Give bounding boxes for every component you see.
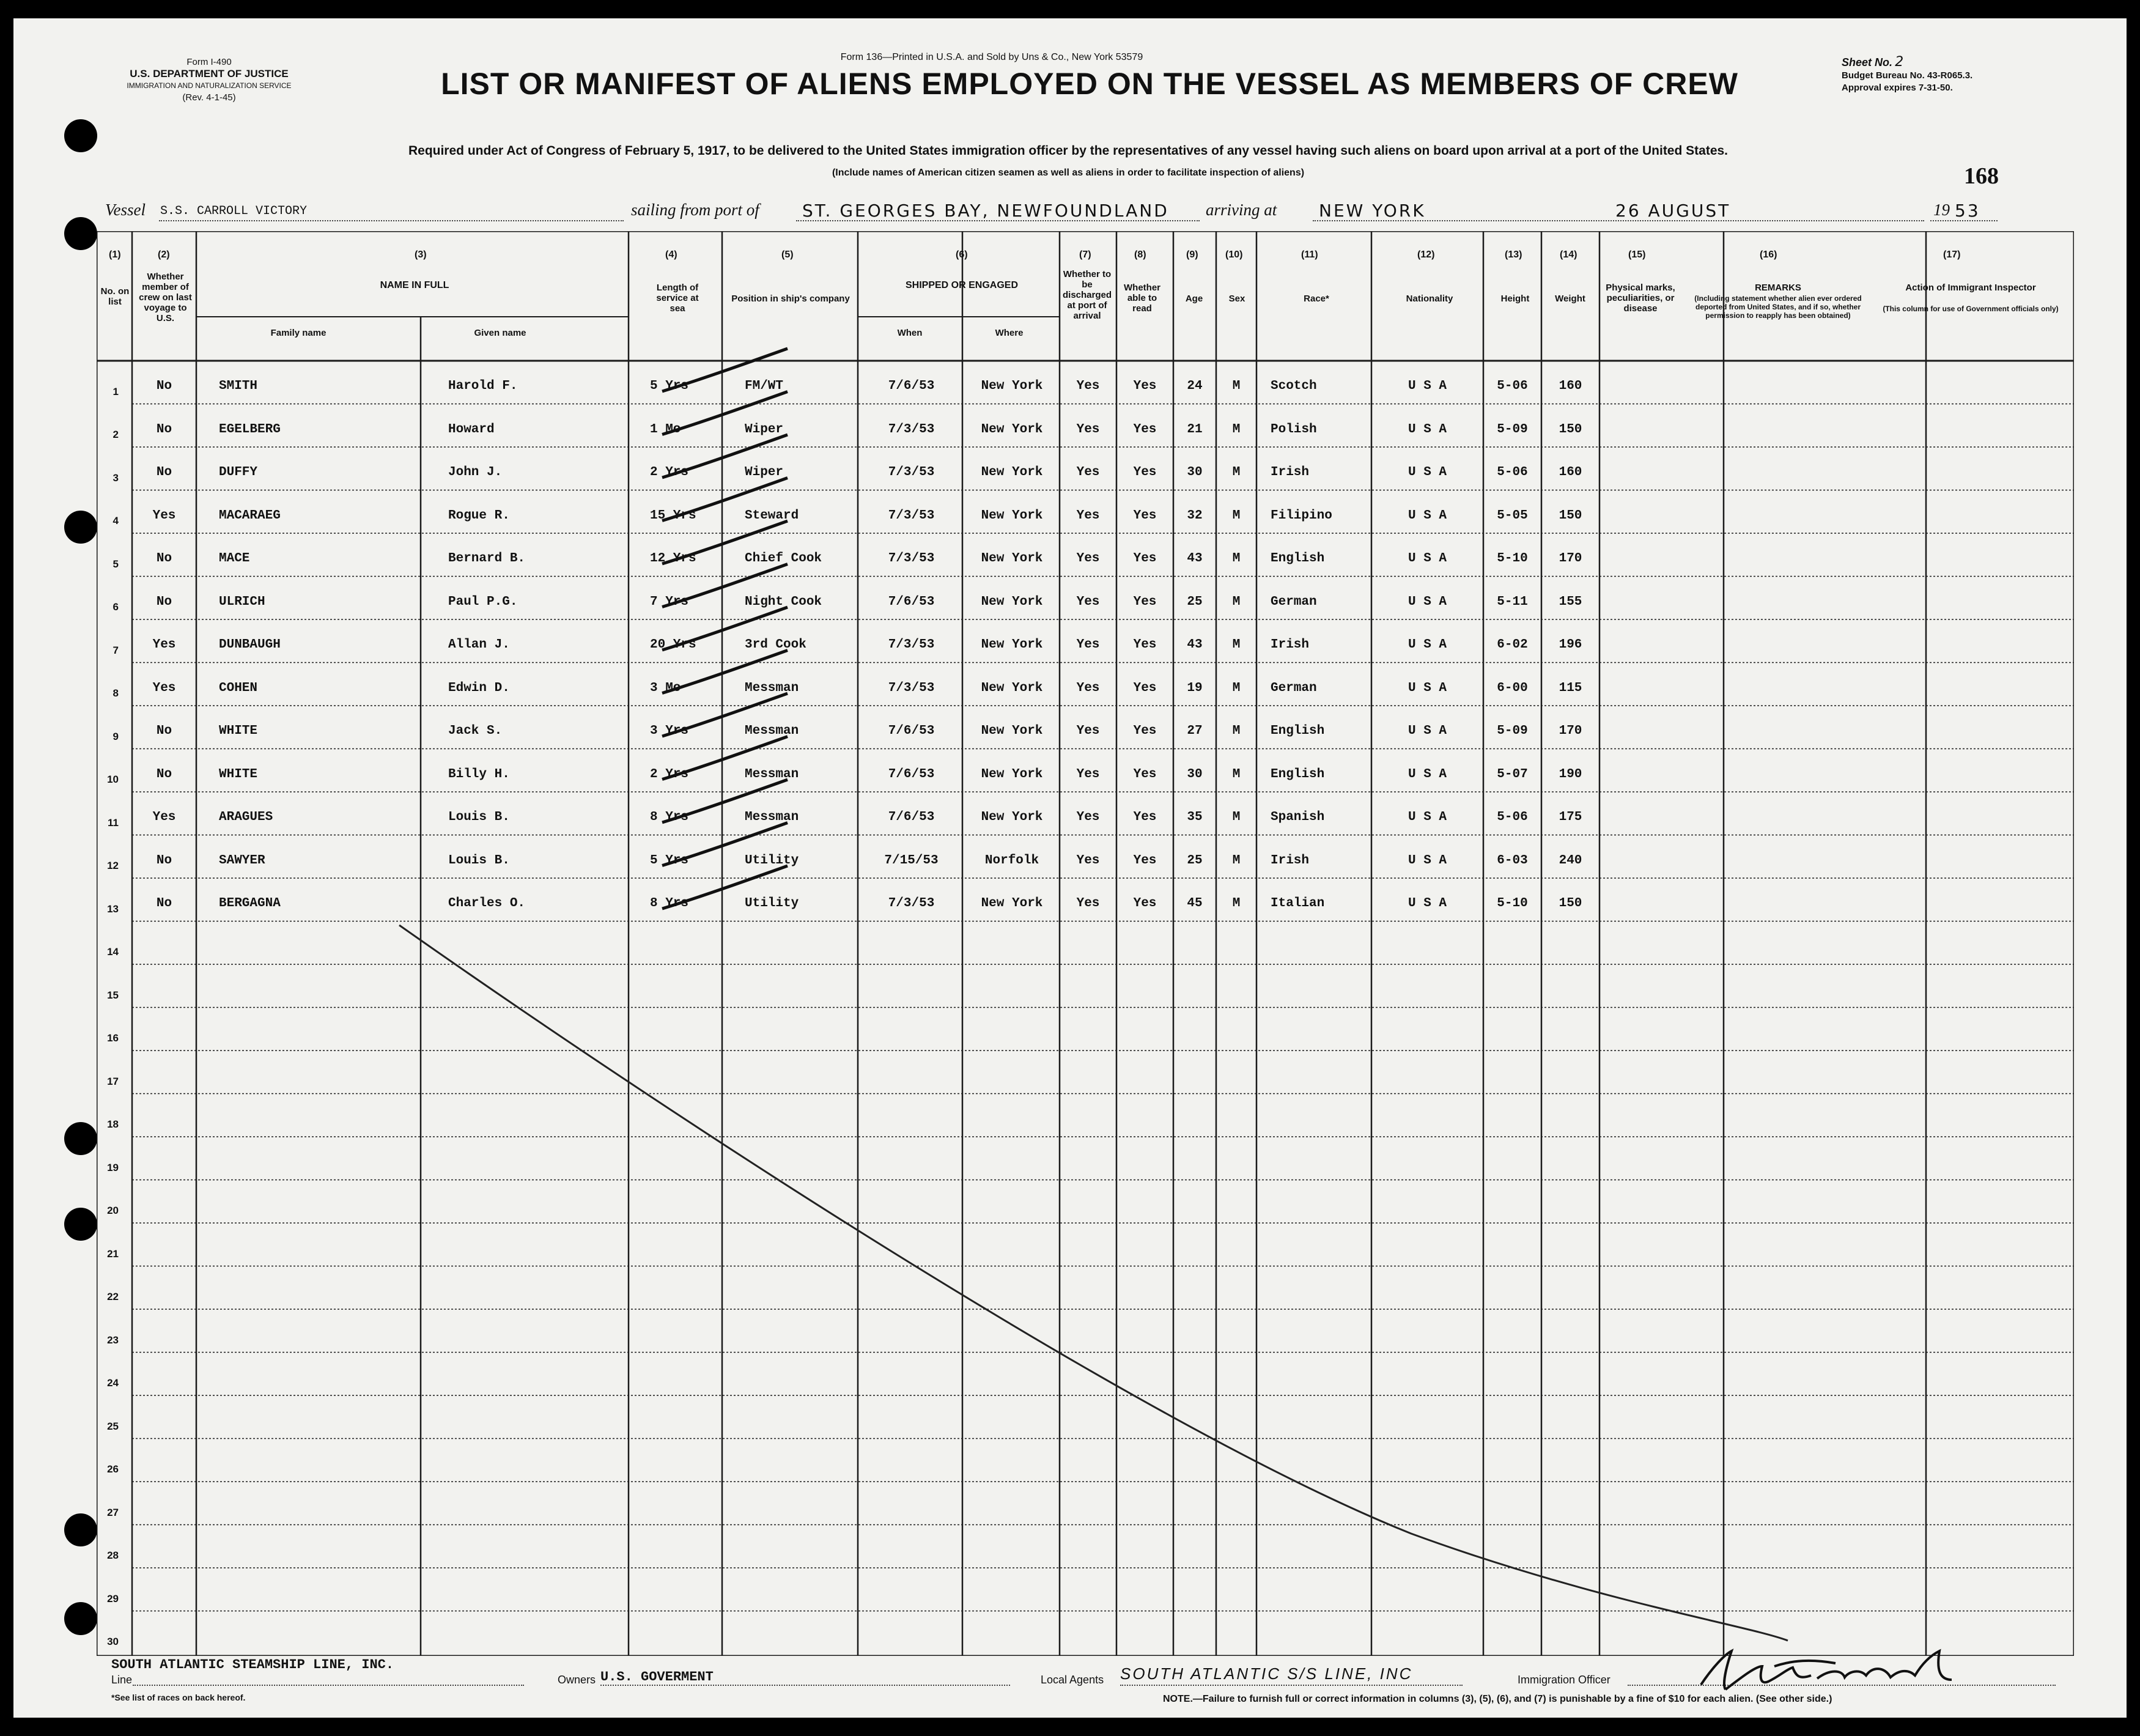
height-cell: 5-09 [1497, 422, 1528, 437]
arriving-at-label: arriving at [1206, 201, 1277, 219]
family-name-cell: COHEN [219, 681, 258, 695]
row-number: 10 [107, 774, 119, 785]
family-name-cell: WHITE [219, 724, 258, 738]
age-cell: 25 [1187, 594, 1203, 609]
height-cell: 5-10 [1497, 896, 1528, 910]
shipped-where-cell: New York [981, 379, 1043, 393]
page-number: 168 [1964, 163, 1999, 189]
discharged-cell: Yes [1076, 896, 1100, 910]
position-cell: Messman [745, 681, 799, 695]
row-number: 15 [107, 989, 119, 1001]
vessel-name: S.S. CARROLL VICTORY [160, 204, 308, 218]
col-number-5: (5) [781, 249, 794, 260]
col-header-discharged: Whether to be discharged at port of arrival [1062, 269, 1112, 321]
row-number: 7 [113, 644, 119, 656]
family-name-cell: DUNBAUGH [219, 638, 281, 652]
weight-cell: 170 [1559, 724, 1582, 738]
row-number: 17 [107, 1075, 119, 1087]
row-number: 27 [107, 1506, 119, 1518]
weight-cell: 190 [1559, 767, 1582, 781]
shipped-where-cell: New York [981, 896, 1043, 910]
age-cell: 45 [1187, 896, 1203, 910]
row-number: 13 [107, 903, 119, 915]
age-cell: 30 [1187, 465, 1203, 479]
shipped-where-cell: New York [981, 594, 1043, 609]
shipped-when-cell: 7/3/53 [888, 508, 935, 523]
position-cell: Steward [745, 508, 799, 523]
age-cell: 43 [1187, 638, 1203, 652]
race-cell: Irish [1271, 638, 1310, 652]
table-grid-lines [97, 231, 2074, 1656]
punch-hole [64, 217, 97, 250]
given-name-cell: Howard [448, 422, 495, 437]
row-number: 14 [107, 946, 119, 958]
col-header-inspector-action: Action of Immigrant Inspector [1905, 283, 2036, 293]
height-cell: 5-06 [1497, 810, 1528, 824]
position-cell: Chief Cook [745, 552, 822, 566]
col-number-10: (10) [1225, 249, 1243, 260]
row-number: 29 [107, 1592, 119, 1605]
family-name-cell: BERGAGNA [219, 896, 281, 910]
col-number-15: (15) [1628, 249, 1646, 260]
given-name-cell: Harold F. [448, 379, 518, 393]
nationality-cell: U S A [1408, 638, 1447, 652]
able-to-read-cell: Yes [1133, 724, 1157, 738]
row-number: 21 [107, 1247, 119, 1260]
weight-cell: 150 [1559, 896, 1582, 910]
col-header-where: Where [995, 328, 1024, 338]
crew-table [97, 231, 2074, 1656]
col-number-6: (6) [956, 249, 968, 260]
age-cell: 27 [1187, 724, 1203, 738]
last-voyage-cell: No [156, 379, 172, 393]
arrival-year: 53 [1955, 201, 1980, 221]
height-cell: 5-11 [1497, 594, 1528, 609]
given-name-cell: Billy H. [448, 767, 510, 781]
col-header-inspector-note: (This column for use of Government officials only) [1883, 305, 2059, 313]
col-header-race: Race* [1304, 294, 1329, 304]
age-cell: 43 [1187, 552, 1203, 566]
able-to-read-cell: Yes [1133, 896, 1157, 910]
height-cell: 5-05 [1497, 508, 1528, 523]
row-number: 20 [107, 1205, 119, 1216]
col-number-16: (16) [1760, 249, 1777, 260]
col-header-sex: Sex [1228, 294, 1245, 304]
sex-cell: M [1232, 465, 1241, 479]
row-number: 19 [107, 1161, 119, 1173]
service-length-cell: 1 Mo [650, 422, 681, 437]
given-name-cell: Louis B. [448, 853, 510, 868]
row-number: 12 [107, 860, 119, 871]
weight-cell: 155 [1559, 594, 1582, 609]
weight-cell: 150 [1559, 508, 1582, 523]
col-number-7: (7) [1079, 249, 1091, 260]
nationality-cell: U S A [1408, 552, 1447, 566]
row-number: 26 [107, 1463, 119, 1475]
family-name-cell: ULRICH [219, 594, 265, 609]
able-to-read-cell: Yes [1133, 465, 1157, 479]
discharged-cell: Yes [1076, 681, 1100, 695]
sheet-number-block: Sheet No. 2 Budget Bureau No. 43-R065.3. Approval expires 7-31-50. [1842, 54, 1973, 93]
race-cell: Irish [1271, 465, 1310, 479]
family-name-cell: MACARAEG [219, 508, 281, 523]
given-name-cell: Bernard B. [448, 552, 526, 566]
height-cell: 6-03 [1497, 853, 1528, 868]
service-length-cell: 15 Yrs [650, 508, 696, 523]
shipped-where-cell: New York [981, 465, 1043, 479]
sex-cell: M [1232, 422, 1241, 437]
last-voyage-cell: Yes [152, 681, 176, 695]
discharged-cell: Yes [1076, 853, 1100, 868]
col-number-4: (4) [665, 249, 677, 260]
given-name-cell: Rogue R. [448, 508, 510, 523]
race-cell: English [1271, 552, 1325, 566]
weight-cell: 175 [1559, 810, 1582, 824]
age-cell: 30 [1187, 767, 1203, 781]
row-number: 18 [107, 1118, 119, 1130]
row-number: 2 [113, 429, 119, 440]
family-name-cell: SMITH [219, 379, 258, 393]
race-cell: Italian [1271, 896, 1325, 910]
discharged-cell: Yes [1076, 594, 1100, 609]
position-cell: Utility [745, 896, 799, 910]
row-number: 16 [107, 1032, 119, 1044]
footer-owners: U.S. GOVERMENT [600, 1669, 714, 1685]
col-header-nationality: Nationality [1406, 294, 1453, 304]
position-cell: Wiper [745, 465, 784, 479]
col-header-position: Position in ship's company [731, 294, 850, 304]
family-name-cell: ARAGUES [219, 810, 273, 824]
vessel-label: Vessel [105, 201, 146, 219]
col-header-age: Age [1185, 294, 1203, 304]
able-to-read-cell: Yes [1133, 810, 1157, 824]
height-cell: 6-00 [1497, 681, 1528, 695]
row-number: 28 [107, 1549, 119, 1561]
race-cell: English [1271, 724, 1325, 738]
position-cell: 3rd Cook [745, 638, 806, 652]
shipped-where-cell: New York [981, 552, 1043, 566]
given-name-cell: Jack S. [448, 724, 503, 738]
last-voyage-cell: No [156, 853, 172, 868]
shipped-when-cell: 7/3/53 [888, 681, 935, 695]
sex-cell: M [1232, 379, 1241, 393]
able-to-read-cell: Yes [1133, 422, 1157, 437]
service-length-cell: 12 Yrs [650, 552, 696, 566]
shipped-when-cell: 7/6/53 [888, 767, 935, 781]
shipped-when-cell: 7/3/53 [888, 422, 935, 437]
able-to-read-cell: Yes [1133, 508, 1157, 523]
nationality-cell: U S A [1408, 896, 1447, 910]
footer-penalty-note: NOTE.—Failure to furnish full or correct information in columns (3), (5), (6), and (7) is punishable by a fine of $10 for each alien. (See other side.) [1163, 1694, 1832, 1704]
officer-signature [1689, 1642, 1982, 1700]
race-cell: English [1271, 767, 1325, 781]
footer-owners-label: Owners [558, 1674, 596, 1686]
position-cell: Messman [745, 724, 799, 738]
sex-cell: M [1232, 508, 1241, 523]
col-number-13: (13) [1505, 249, 1522, 260]
race-cell: Filipino [1271, 508, 1332, 523]
punch-hole [64, 119, 97, 152]
footer-line: SOUTH ATLANTIC STEAMSHIP LINE, INC. [111, 1657, 394, 1672]
legal-requirement-text: Required under Act of Congress of February 5, 1917, to be delivered to the United States immigration officer by the representatives of any vessel having such aliens on board upon arrival at a port of the United States. [408, 144, 1729, 158]
race-cell: Spanish [1271, 810, 1325, 824]
row-number: 22 [107, 1291, 119, 1302]
discharged-cell: Yes [1076, 422, 1100, 437]
weight-cell: 115 [1559, 681, 1582, 695]
manifest-sheet [13, 18, 2127, 1718]
discharged-cell: Yes [1076, 508, 1100, 523]
family-name-cell: DUFFY [219, 465, 258, 479]
sex-cell: M [1232, 594, 1241, 609]
shipped-when-cell: 7/6/53 [888, 810, 935, 824]
col-header-when: When [897, 328, 923, 338]
family-name-cell: SAWYER [219, 853, 265, 868]
race-cell: Irish [1271, 853, 1310, 868]
height-cell: 5-10 [1497, 552, 1528, 566]
shipped-where-cell: New York [981, 681, 1043, 695]
weight-cell: 160 [1559, 379, 1582, 393]
discharged-cell: Yes [1076, 638, 1100, 652]
footer-line-label: Line [111, 1674, 133, 1686]
height-cell: 5-07 [1497, 767, 1528, 781]
race-cell: Polish [1271, 422, 1317, 437]
able-to-read-cell: Yes [1133, 379, 1157, 393]
col-number-17: (17) [1943, 249, 1961, 260]
sex-cell: M [1232, 681, 1241, 695]
nationality-cell: U S A [1408, 767, 1447, 781]
shipped-where-cell: New York [981, 638, 1043, 652]
nationality-cell: U S A [1408, 810, 1447, 824]
col-header-able-to-read: Whether able to read [1124, 283, 1160, 314]
discharged-cell: Yes [1076, 465, 1100, 479]
position-cell: FM/WT [745, 379, 784, 393]
form-identifier: Form I-490 U.S. DEPARTMENT OF JUSTICE IMMIGRATION AND NATURALIZATION SERVICE (Rev. 4-1-45) [127, 57, 292, 103]
family-name-cell: MACE [219, 552, 250, 566]
shipped-when-cell: 7/3/53 [888, 638, 935, 652]
given-name-cell: Paul P.G. [448, 594, 518, 609]
able-to-read-cell: Yes [1133, 767, 1157, 781]
position-cell: Night Cook [745, 594, 822, 609]
sex-cell: M [1232, 853, 1241, 868]
age-cell: 25 [1187, 853, 1203, 868]
shipped-where-cell: New York [981, 422, 1043, 437]
able-to-read-cell: Yes [1133, 681, 1157, 695]
shipped-where-cell: Norfolk [984, 853, 1039, 868]
sex-cell: M [1232, 896, 1241, 910]
row-number: 9 [113, 730, 119, 742]
col-number-9: (9) [1186, 249, 1198, 260]
service-length-cell: 5 Yrs [650, 379, 689, 393]
nationality-cell: U S A [1408, 724, 1447, 738]
shipped-where-cell: New York [981, 810, 1043, 824]
last-voyage-cell: Yes [152, 508, 176, 523]
col-number-3: (3) [415, 249, 427, 260]
printer-imprint: Form 136—Printed in U.S.A. and Sold by Uns & Co., New York 53579 [840, 52, 1143, 62]
col-number-14: (14) [1560, 249, 1577, 260]
shipped-where-cell: New York [981, 724, 1043, 738]
row-number: 30 [107, 1636, 119, 1647]
last-voyage-cell: Yes [152, 810, 176, 824]
last-voyage-cell: No [156, 422, 172, 437]
able-to-read-cell: Yes [1133, 853, 1157, 868]
nationality-cell: U S A [1408, 422, 1447, 437]
punch-hole [64, 1602, 97, 1635]
discharged-cell: Yes [1076, 810, 1100, 824]
sailing-from-port: ST. GEORGES BAY, NEWFOUNDLAND [802, 201, 1169, 221]
row-number: 24 [107, 1377, 119, 1389]
row-number: 5 [113, 558, 119, 570]
given-name-cell: John J. [448, 465, 503, 479]
age-cell: 35 [1187, 810, 1203, 824]
family-name-cell: EGELBERG [219, 422, 281, 437]
col-header-remarks-note: (Including statement whether alien ever ordered deported from United States, and if so, whether permission to reapply has been obtained) [1694, 294, 1862, 320]
height-cell: 5-09 [1497, 724, 1528, 738]
col-number-2: (2) [158, 249, 170, 260]
row-number: 6 [113, 601, 119, 613]
age-cell: 19 [1187, 681, 1203, 695]
row-number: 11 [108, 816, 119, 829]
discharged-cell: Yes [1076, 552, 1100, 566]
year-prefix: 19 [1933, 201, 1950, 219]
sex-cell: M [1232, 724, 1241, 738]
col-number-8: (8) [1134, 249, 1146, 260]
nationality-cell: U S A [1408, 465, 1447, 479]
col-header-height: Height [1500, 294, 1530, 304]
family-name-cell: WHITE [219, 767, 258, 781]
weight-cell: 240 [1559, 853, 1582, 868]
weight-cell: 160 [1559, 465, 1582, 479]
document-title: LIST OR MANIFEST OF ALIENS EMPLOYED ON THE VESSEL AS MEMBERS OF CREW [441, 67, 1738, 101]
col-header-remarks: REMARKS [1755, 283, 1801, 293]
row-number: 4 [113, 515, 119, 526]
shipped-when-cell: 7/6/53 [888, 724, 935, 738]
col-header-no-on-list: No. on list [100, 286, 130, 307]
last-voyage-cell: No [156, 465, 172, 479]
able-to-read-cell: Yes [1133, 552, 1157, 566]
weight-cell: 150 [1559, 422, 1582, 437]
footer-officer-label: Immigration Officer [1518, 1674, 1611, 1686]
nationality-cell: U S A [1408, 379, 1447, 393]
service-length-cell: 7 Yrs [650, 594, 689, 609]
shipped-when-cell: 7/15/53 [884, 853, 939, 868]
sailing-from-label: sailing from port of [631, 201, 759, 219]
given-name-cell: Charles O. [448, 896, 526, 910]
discharged-cell: Yes [1076, 767, 1100, 781]
shipped-when-cell: 7/3/53 [888, 896, 935, 910]
sex-cell: M [1232, 638, 1241, 652]
service-length-cell: 2 Yrs [650, 465, 689, 479]
row-number: 23 [107, 1334, 119, 1346]
able-to-read-cell: Yes [1133, 594, 1157, 609]
age-cell: 21 [1187, 422, 1203, 437]
service-length-cell: 8 Yrs [650, 810, 689, 824]
race-cell: Scotch [1271, 379, 1317, 393]
shipped-where-cell: New York [981, 508, 1043, 523]
sex-cell: M [1232, 552, 1241, 566]
height-cell: 6-02 [1497, 638, 1528, 652]
shipped-when-cell: 7/3/53 [888, 552, 935, 566]
service-length-cell: 20 Yrs [650, 638, 696, 652]
service-length-cell: 3 Yrs [650, 724, 689, 738]
col-header-last-voyage: Whether member of crew on last voyage to U.S. [139, 271, 192, 323]
footer-agents-label: Local Agents [1041, 1674, 1104, 1686]
last-voyage-cell: No [156, 767, 172, 781]
nationality-cell: U S A [1408, 681, 1447, 695]
position-cell: Utility [745, 853, 799, 868]
footer-agents: SOUTH ATLANTIC S/S LINE, INC [1120, 1664, 1413, 1683]
service-length-cell: 2 Yrs [650, 767, 689, 781]
last-voyage-cell: No [156, 594, 172, 609]
col-header-weight: Weight [1555, 294, 1585, 304]
service-length-cell: 8 Yrs [650, 896, 689, 910]
last-voyage-cell: No [156, 724, 172, 738]
last-voyage-cell: No [156, 896, 172, 910]
arrival-date: 26 AUGUST [1615, 201, 1731, 221]
height-cell: 5-06 [1497, 379, 1528, 393]
service-length-cell: 5 Yrs [650, 853, 689, 868]
nationality-cell: U S A [1408, 508, 1447, 523]
race-cell: German [1271, 681, 1317, 695]
arriving-port: NEW YORK [1319, 201, 1426, 221]
last-voyage-cell: No [156, 552, 172, 566]
col-header-name-in-full: NAME IN FULL [380, 280, 449, 290]
row-number: 1 [113, 385, 119, 397]
shipped-where-cell: New York [981, 767, 1043, 781]
voyage-line [105, 196, 2062, 226]
nationality-cell: U S A [1408, 853, 1447, 868]
row-number: 25 [107, 1420, 119, 1432]
col-number-1: (1) [109, 249, 121, 260]
given-name-cell: Edwin D. [448, 681, 510, 695]
able-to-read-cell: Yes [1133, 638, 1157, 652]
position-cell: Wiper [745, 422, 784, 437]
col-number-11: (11) [1301, 249, 1318, 260]
shipped-when-cell: 7/6/53 [888, 594, 935, 609]
sex-cell: M [1232, 810, 1241, 824]
weight-cell: 170 [1559, 552, 1582, 566]
col-number-12: (12) [1417, 249, 1435, 260]
include-instruction: (Include names of American citizen seamen as well as aliens in order to facilitate inspection of aliens) [832, 168, 1305, 178]
col-header-family-name: Family name [270, 328, 327, 338]
weight-cell: 196 [1559, 638, 1582, 652]
col-header-length-service: Length of service at sea [656, 283, 699, 314]
position-cell: Messman [745, 767, 799, 781]
discharged-cell: Yes [1076, 724, 1100, 738]
row-number: 8 [113, 687, 119, 699]
col-header-physical-marks: Physical marks, peculiarities, or disease [1606, 283, 1675, 314]
shipped-when-cell: 7/3/53 [888, 465, 935, 479]
given-name-cell: Allan J. [448, 638, 510, 652]
row-number: 3 [113, 471, 119, 484]
col-header-given-name: Given name [474, 328, 526, 338]
sex-cell: M [1232, 767, 1241, 781]
service-length-cell: 3 Mo [650, 681, 681, 695]
discharged-cell: Yes [1076, 379, 1100, 393]
last-voyage-cell: Yes [152, 638, 176, 652]
race-cell: German [1271, 594, 1317, 609]
age-cell: 32 [1187, 508, 1203, 523]
nationality-cell: U S A [1408, 594, 1447, 609]
age-cell: 24 [1187, 379, 1203, 393]
height-cell: 5-06 [1497, 465, 1528, 479]
position-cell: Messman [745, 810, 799, 824]
footer-races-note: *See list of races on back hereof. [111, 1693, 246, 1702]
shipped-when-cell: 7/6/53 [888, 379, 935, 393]
given-name-cell: Louis B. [448, 810, 510, 824]
col-header-shipped-engaged: SHIPPED OR ENGAGED [905, 280, 1019, 290]
